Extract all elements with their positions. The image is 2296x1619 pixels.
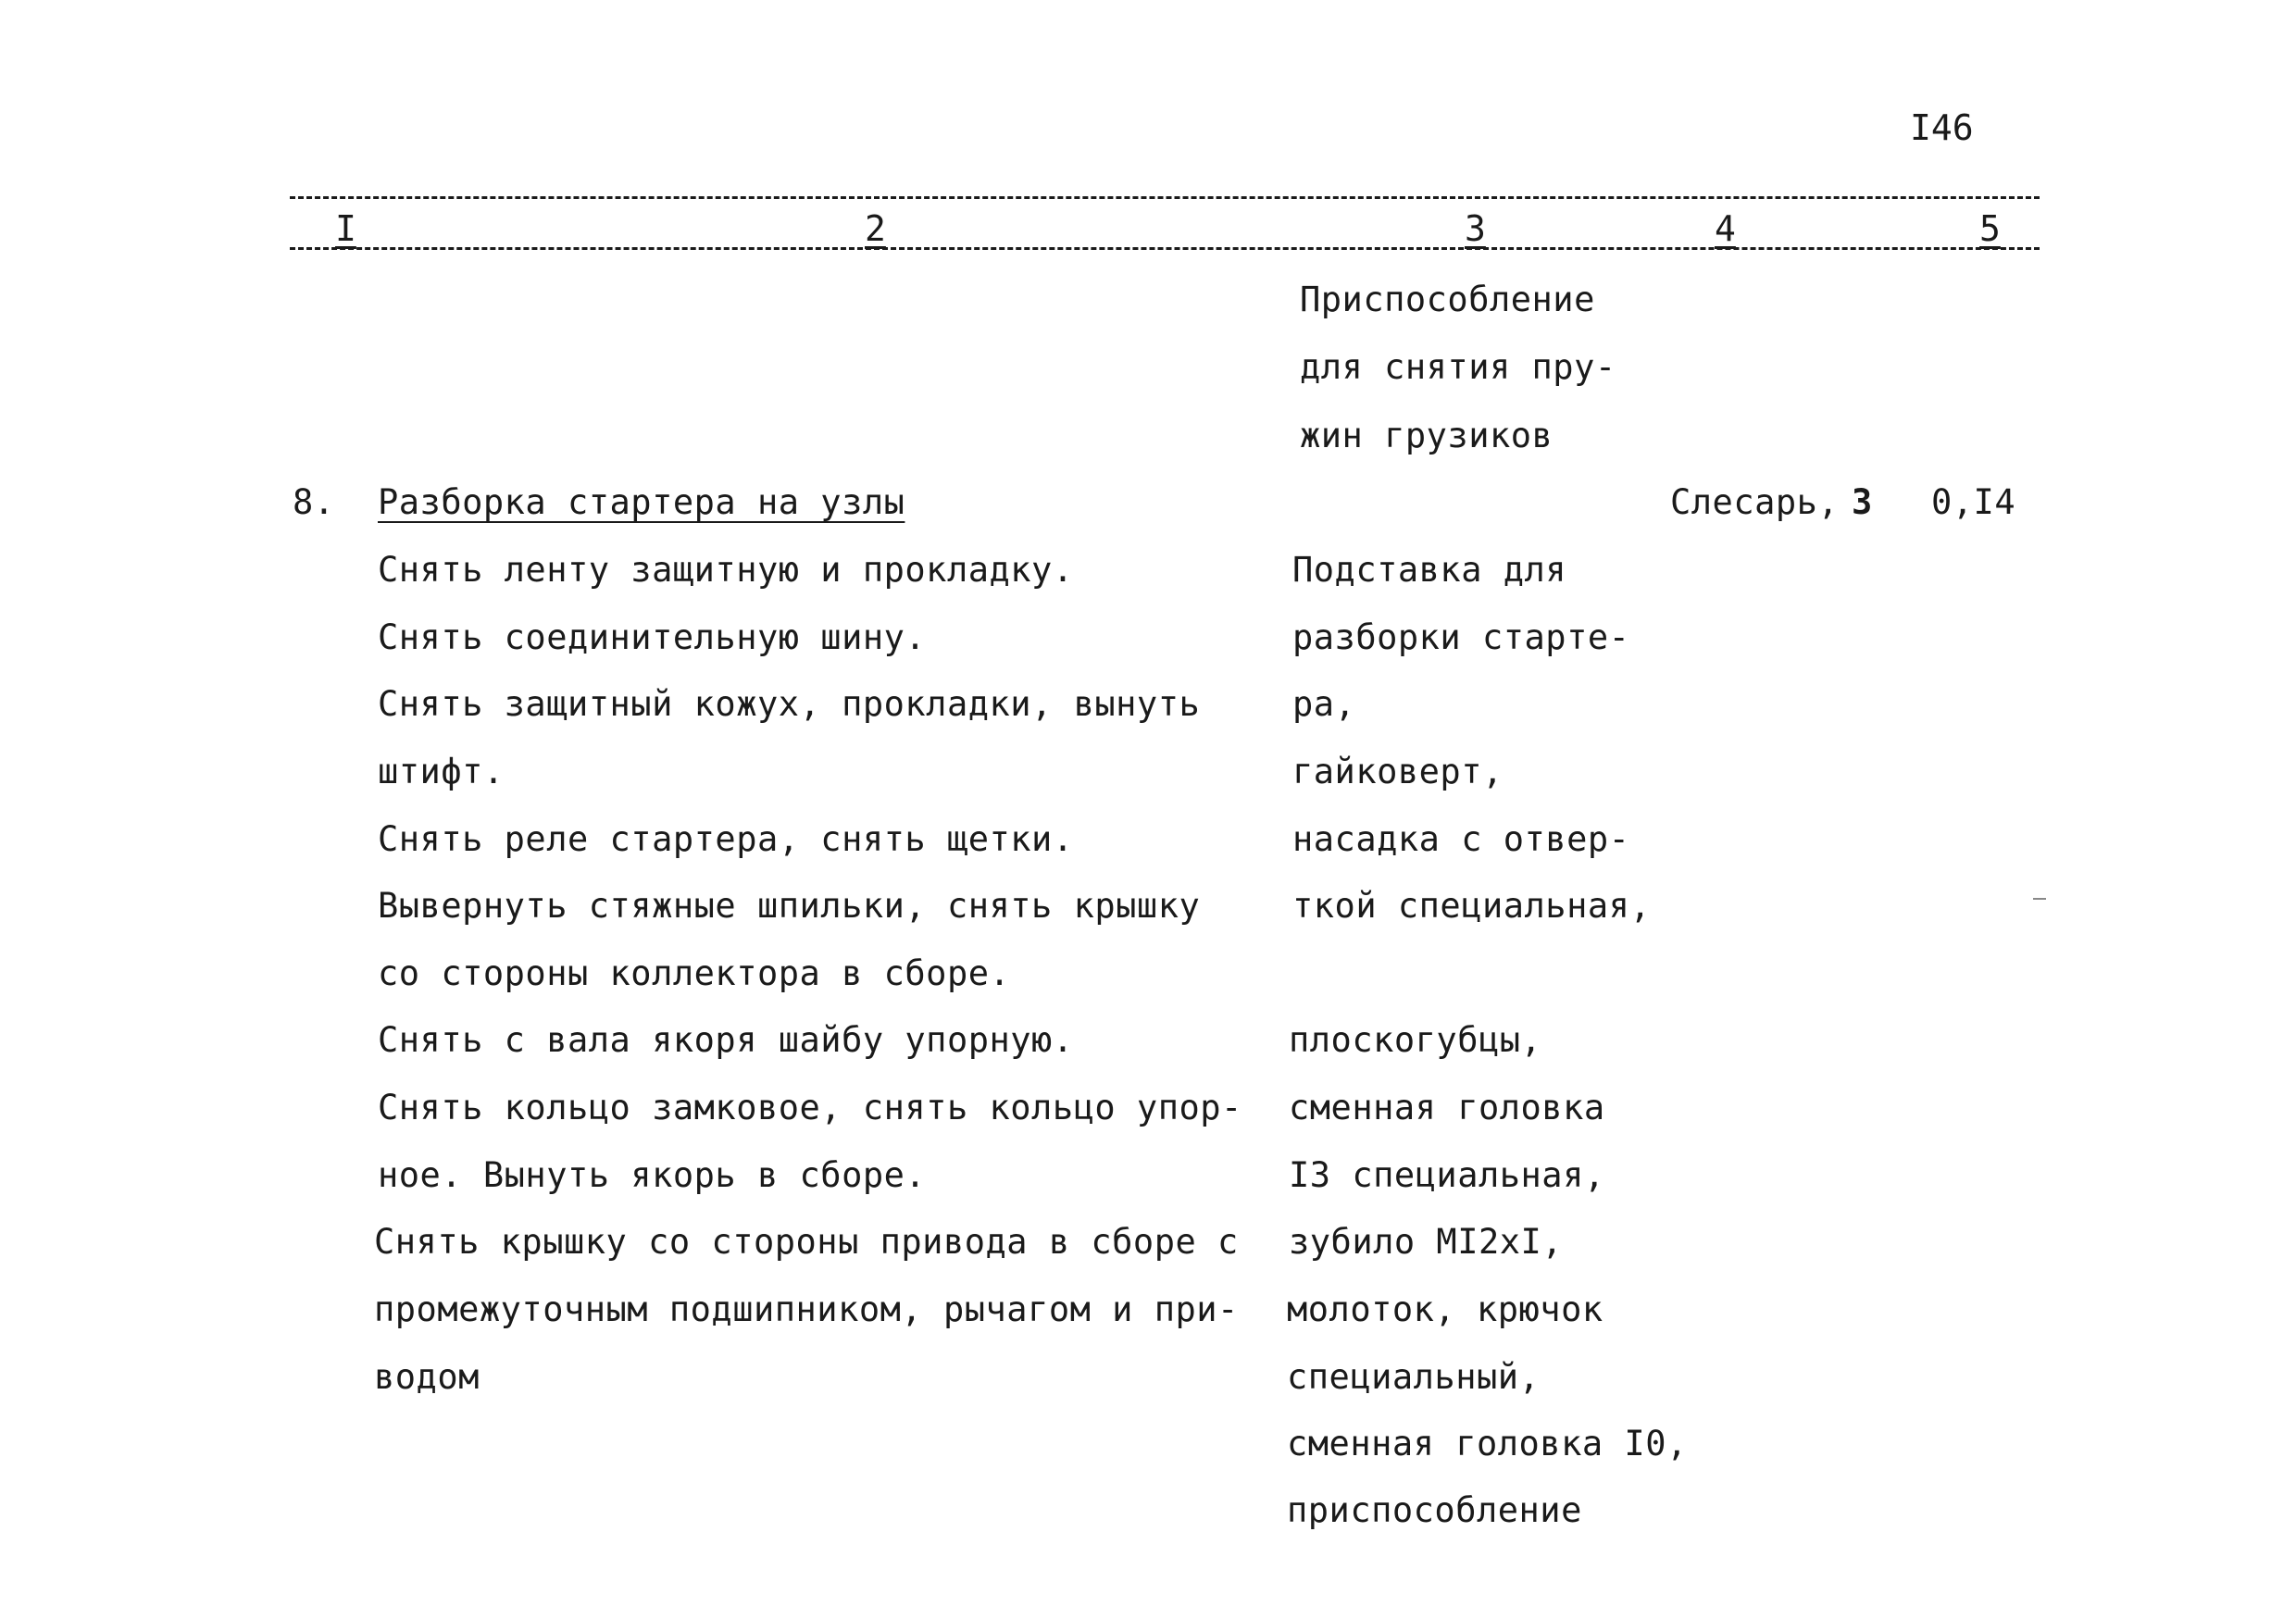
step-line: Снять защитный кожух, прокладки, вынуть	[378, 684, 1201, 724]
operation-title: Разборка стартера на узлы	[378, 482, 905, 522]
operation-number: 8.	[293, 482, 335, 522]
tooling-line: специальный,	[1287, 1357, 1541, 1397]
column-number-1: I	[335, 208, 356, 249]
tooling-line: ткой специальная,	[1292, 886, 1652, 926]
step-line: Снять кольцо замковое, снять кольцо упор-	[378, 1088, 1242, 1127]
step-line: Снять соединительную шину.	[378, 617, 927, 657]
tooling-line: приспособление	[1287, 1490, 1582, 1530]
step-line: водом	[374, 1357, 480, 1397]
step-line: ное. Вынуть якорь в сборе.	[378, 1155, 927, 1195]
page-number: I46	[1910, 107, 1974, 148]
step-line: штифт.	[378, 752, 505, 791]
tooling-line: разборки старте-	[1292, 617, 1630, 657]
column-number-3: 3	[1465, 208, 1486, 249]
intro-tooling-line: Приспособление	[1300, 280, 1595, 319]
time-norm: 0,I4	[1931, 482, 2016, 522]
step-line: Вывернуть стяжные шпильки, снять крышку	[378, 886, 1201, 926]
tooling-line: сменная головка	[1289, 1088, 1605, 1127]
tooling-line: Подставка для	[1292, 550, 1567, 590]
column-number-4: 4	[1715, 208, 1736, 249]
tooling-line: сменная головка I0,	[1287, 1424, 1688, 1463]
step-line: промежуточным подшипником, рычагом и при-	[374, 1289, 1239, 1329]
tooling-line: гайковерт,	[1292, 752, 1504, 791]
tooling-line: молоток, крючок	[1287, 1289, 1603, 1329]
tooling-line: насадка с отвер-	[1292, 819, 1630, 859]
step-line: Снять с вала якоря шайбу упорную.	[378, 1020, 1074, 1060]
step-line: со стороны коллектора в сборе.	[378, 953, 1011, 993]
tooling-line: I3 специальная,	[1289, 1155, 1605, 1195]
tooling-line: плоскогубцы,	[1289, 1020, 1542, 1060]
step-line: Снять крышку со стороны привода в сборе с	[374, 1222, 1239, 1262]
tooling-line: зубило МI2хI,	[1289, 1222, 1564, 1262]
header-bottom-rule	[290, 247, 2040, 250]
intro-tooling-line: для снятия пру-	[1300, 347, 1616, 387]
column-number-2: 2	[865, 208, 886, 249]
worker-grade: 3	[1852, 482, 1873, 522]
column-number-5: 5	[1979, 208, 2001, 249]
scan-mark	[2033, 898, 2046, 900]
intro-tooling-line: жин грузиков	[1300, 416, 1554, 455]
tooling-line: ра,	[1292, 684, 1356, 724]
step-line: Снять ленту защитную и прокладку.	[378, 550, 1074, 590]
step-line: Снять реле стартера, снять щетки.	[378, 819, 1074, 859]
header-top-rule	[290, 196, 2040, 199]
worker-profession: Слесарь,	[1670, 482, 1840, 522]
